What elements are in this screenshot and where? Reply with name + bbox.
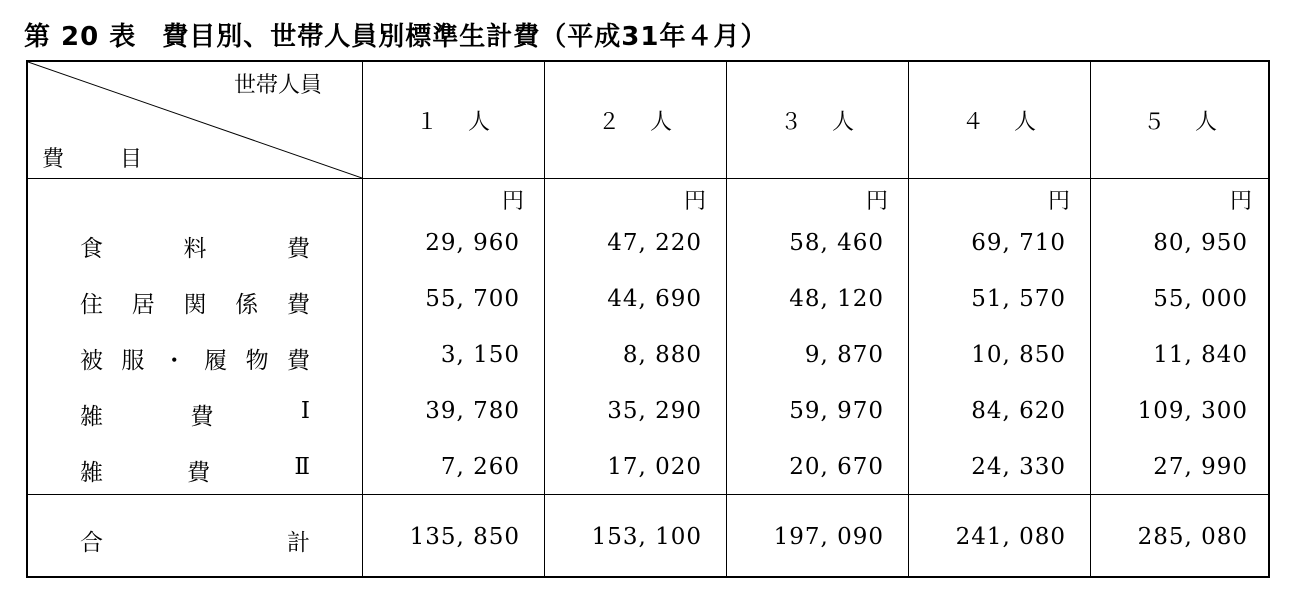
total-cell: 197, 090	[773, 524, 884, 550]
cost-of-living-table	[26, 60, 1270, 578]
table-cell: 10, 850	[971, 342, 1066, 368]
table-cell: 69, 710	[971, 230, 1066, 256]
table-cell: 39, 780	[425, 398, 520, 424]
row-label-total: 合 計	[80, 530, 310, 556]
table-cell: 55, 700	[425, 286, 520, 312]
table-cell: 24, 330	[971, 454, 1066, 480]
currency-unit: 円	[683, 189, 706, 214]
total-cell: 153, 100	[591, 524, 702, 550]
table-cell: 17, 020	[607, 454, 702, 480]
table-cell: 35, 290	[607, 398, 702, 424]
household-size-heading: 世帯人員	[234, 73, 323, 98]
table-title	[24, 16, 767, 53]
currency-unit: 円	[1229, 189, 1252, 214]
table-cell: 109, 300	[1137, 398, 1248, 424]
table-cell: 44, 690	[607, 286, 702, 312]
table-cell: 7, 260	[440, 454, 520, 480]
header-divider	[28, 178, 1268, 179]
table-cell: 55, 000	[1153, 286, 1248, 312]
table-cell: 11, 840	[1153, 342, 1248, 368]
expense-item-heading-char: 費	[42, 147, 67, 172]
row-label-misc-2: 雑 費 Ⅱ	[80, 454, 310, 486]
column-header-4: ４ 人	[961, 109, 1037, 135]
table-cell: 84, 620	[971, 398, 1066, 424]
table-cell: 27, 990	[1153, 454, 1248, 480]
column-header-3: ３ 人	[779, 109, 855, 135]
table-number: 第 20 表	[24, 22, 137, 52]
table-cell: 48, 120	[789, 286, 884, 312]
column-header-1: １ 人	[415, 109, 491, 135]
table-cell: 9, 870	[804, 342, 884, 368]
row-label-misc-1: 雑 費 Ⅰ	[80, 398, 310, 430]
column-header-2: ２ 人	[597, 109, 673, 135]
table-cell: 51, 570	[971, 286, 1066, 312]
table-cell: 8, 880	[622, 342, 702, 368]
total-cell: 135, 850	[409, 524, 520, 550]
row-label-food: 食 料 費	[80, 236, 310, 262]
currency-unit: 円	[501, 189, 524, 214]
total-cell: 285, 080	[1137, 524, 1248, 550]
table-cell: 80, 950	[1153, 230, 1248, 256]
table-title-text: 費目別、世帯人員別標準生計費（平成31年４月）	[162, 22, 768, 52]
row-label-housing: 住 居 関 係 費	[80, 292, 310, 318]
table-cell: 20, 670	[789, 454, 884, 480]
table-cell: 3, 150	[440, 342, 520, 368]
table-cell: 59, 970	[789, 398, 884, 424]
currency-unit: 円	[865, 189, 888, 214]
expense-item-heading	[42, 142, 144, 173]
table-cell: 29, 960	[425, 230, 520, 256]
total-cell: 241, 080	[955, 524, 1066, 550]
column-header-5: ５ 人	[1142, 109, 1218, 135]
currency-unit: 円	[1047, 189, 1070, 214]
row-label-clothing: 被 服 ・ 履 物 費	[80, 348, 310, 374]
total-divider	[28, 494, 1268, 495]
table-cell: 47, 220	[607, 230, 702, 256]
expense-item-heading-char: 目	[120, 147, 145, 172]
table-cell: 58, 460	[789, 230, 884, 256]
